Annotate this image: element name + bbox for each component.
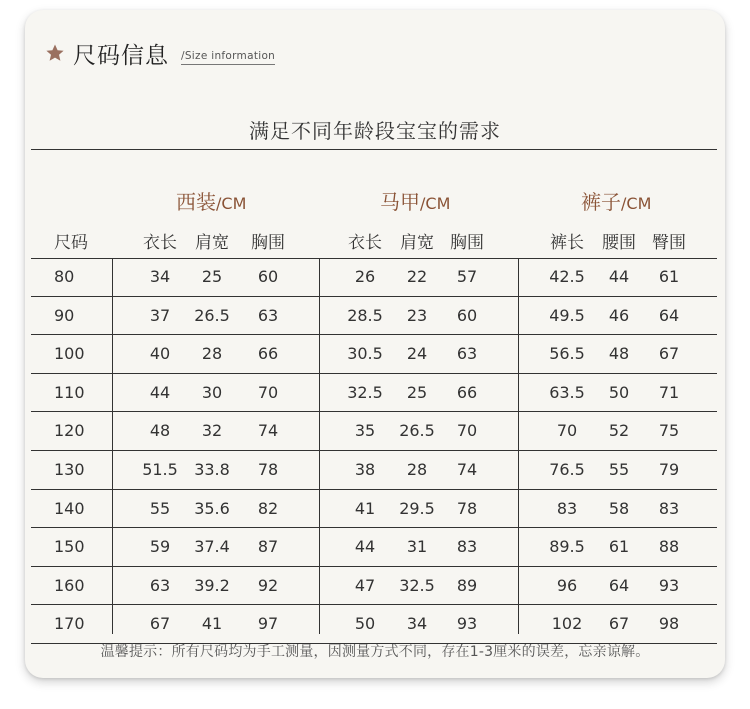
measure-cell: 96 xyxy=(556,575,578,595)
measure-cell: 50 xyxy=(608,382,630,402)
measure-cell: 25 xyxy=(406,382,428,402)
measure-cell: 47 xyxy=(354,575,376,595)
column-header: 臀围 xyxy=(652,233,686,253)
measure-cell: 44 xyxy=(608,267,630,286)
size-cell: 170 xyxy=(54,614,85,634)
table-row xyxy=(31,605,717,644)
measure-cell: 82 xyxy=(257,498,279,518)
table-row xyxy=(31,490,717,529)
group-unit: /CM xyxy=(420,194,451,213)
measure-cell: 78 xyxy=(257,459,279,479)
table-row xyxy=(31,528,717,567)
measure-cell: 28.5 xyxy=(347,305,383,325)
measure-cell: 48 xyxy=(608,344,630,364)
column-divider xyxy=(319,258,320,634)
group-unit: /CM xyxy=(621,194,652,213)
table-row xyxy=(31,451,717,490)
table-row xyxy=(31,567,717,606)
measure-cell: 93 xyxy=(658,575,680,595)
measure-cell: 31 xyxy=(406,537,428,557)
table-row xyxy=(31,297,717,336)
measure-cell: 89 xyxy=(456,575,478,595)
column-divider xyxy=(518,258,519,634)
measure-cell: 34 xyxy=(406,614,428,634)
measure-cell: 32.5 xyxy=(399,575,435,595)
measure-cell: 32.5 xyxy=(347,382,383,402)
size-cell: 100 xyxy=(54,344,85,364)
measure-cell: 52 xyxy=(608,421,630,441)
page-title: 尺码信息 xyxy=(73,42,169,69)
measure-cell: 74 xyxy=(257,421,279,441)
measure-cell: 98 xyxy=(658,614,680,634)
measure-cell: 55 xyxy=(608,459,630,479)
size-table-body xyxy=(31,258,717,644)
measure-cell: 55 xyxy=(149,498,171,518)
size-cell: 110 xyxy=(54,382,85,402)
measure-cell: 63 xyxy=(149,575,171,595)
measure-cell: 33.8 xyxy=(194,459,230,479)
measure-cell: 40 xyxy=(149,344,171,364)
column-header: 肩宽 xyxy=(195,233,229,253)
column-header-size: 尺码 xyxy=(54,233,88,253)
group-title-pants xyxy=(581,186,651,215)
section-header xyxy=(45,36,275,70)
measure-cell: 75 xyxy=(658,421,680,441)
measure-cell: 92 xyxy=(257,575,279,595)
measure-cell: 26 xyxy=(354,267,376,286)
measure-cell: 63 xyxy=(257,305,279,325)
column-divider xyxy=(112,258,113,634)
measure-cell: 83 xyxy=(658,498,680,518)
measure-cell: 35 xyxy=(354,421,376,441)
measure-cell: 46 xyxy=(608,305,630,325)
column-header: 裤长 xyxy=(550,233,584,253)
measure-cell: 66 xyxy=(456,382,478,402)
measure-cell: 22 xyxy=(406,267,428,286)
size-cell: 80 xyxy=(54,267,75,286)
measure-cell: 60 xyxy=(257,267,279,286)
measure-cell: 24 xyxy=(406,344,428,364)
measure-cell: 70 xyxy=(456,421,478,441)
footer-note: 温馨提示：所有尺码均为手工测量，因测量方式不同，存在1-3厘米的误差，忘亲谅解。 xyxy=(100,644,650,660)
column-header: 胸围 xyxy=(450,233,484,253)
measure-cell: 70 xyxy=(556,421,578,441)
measure-cell: 35.6 xyxy=(194,498,230,518)
measure-cell: 41 xyxy=(201,614,223,634)
measure-cell: 97 xyxy=(257,614,279,634)
measure-cell: 60 xyxy=(456,305,478,325)
measure-cell: 29.5 xyxy=(399,498,435,518)
measure-cell: 28 xyxy=(201,344,223,364)
measure-cell: 42.5 xyxy=(549,267,585,286)
measure-cell: 67 xyxy=(658,344,680,364)
measure-cell: 83 xyxy=(456,537,478,557)
column-header: 胸围 xyxy=(251,233,285,253)
measure-cell: 59 xyxy=(149,537,171,557)
group-name: 西装 xyxy=(176,190,216,214)
measure-cell: 58 xyxy=(608,498,630,518)
column-header: 肩宽 xyxy=(400,233,434,253)
measure-cell: 23 xyxy=(406,305,428,325)
size-cell: 120 xyxy=(54,421,85,441)
group-unit: /CM xyxy=(216,194,247,213)
measure-cell: 50 xyxy=(354,614,376,634)
measure-cell: 88 xyxy=(658,537,680,557)
column-header: 腰围 xyxy=(602,233,636,253)
measure-cell: 30 xyxy=(201,382,223,402)
measure-cell: 74 xyxy=(456,459,478,479)
measure-cell: 70 xyxy=(257,382,279,402)
measure-cell: 89.5 xyxy=(549,537,585,557)
measure-cell: 64 xyxy=(658,305,680,325)
measure-cell: 51.5 xyxy=(142,459,178,479)
measure-cell: 63 xyxy=(456,344,478,364)
group-title-suit xyxy=(176,186,246,215)
measure-cell: 34 xyxy=(149,267,171,286)
measure-cell: 87 xyxy=(257,537,279,557)
measure-cell: 44 xyxy=(354,537,376,557)
measure-cell: 26.5 xyxy=(399,421,435,441)
measure-cell: 37.4 xyxy=(194,537,230,557)
measure-cell: 32 xyxy=(201,421,223,441)
table-row xyxy=(31,374,717,413)
size-cell: 130 xyxy=(54,459,85,479)
measure-cell: 39.2 xyxy=(194,575,230,595)
measure-cell: 25 xyxy=(201,267,223,286)
size-cell: 160 xyxy=(54,575,85,595)
measure-cell: 28 xyxy=(406,459,428,479)
measure-cell: 71 xyxy=(658,382,680,402)
measure-cell: 67 xyxy=(608,614,630,634)
measure-cell: 61 xyxy=(658,267,680,286)
size-cell: 140 xyxy=(54,498,85,518)
measure-cell: 26.5 xyxy=(194,305,230,325)
group-name: 马甲 xyxy=(380,190,420,214)
measure-cell: 64 xyxy=(608,575,630,595)
size-cell: 150 xyxy=(54,537,85,557)
measure-cell: 76.5 xyxy=(549,459,585,479)
measure-cell: 48 xyxy=(149,421,171,441)
measure-cell: 79 xyxy=(658,459,680,479)
table-row xyxy=(31,412,717,451)
measure-cell: 78 xyxy=(456,498,478,518)
measure-cell: 66 xyxy=(257,344,279,364)
measure-cell: 93 xyxy=(456,614,478,634)
table-row xyxy=(31,335,717,374)
measure-cell: 83 xyxy=(556,498,578,518)
measure-cell: 41 xyxy=(354,498,376,518)
measure-cell: 57 xyxy=(456,267,478,286)
measure-cell: 61 xyxy=(608,537,630,557)
column-header: 衣长 xyxy=(348,233,382,253)
page-subtitle: /Size information xyxy=(181,50,275,65)
group-name: 裤子 xyxy=(581,190,621,214)
measure-cell: 38 xyxy=(354,459,376,479)
tagline: 满足不同年龄段宝宝的需求 xyxy=(249,119,501,143)
size-cell: 90 xyxy=(54,305,75,325)
measure-cell: 30.5 xyxy=(347,344,383,364)
measure-cell: 67 xyxy=(149,614,171,634)
measure-cell: 37 xyxy=(149,305,171,325)
table-row xyxy=(31,258,717,297)
top-divider xyxy=(31,149,717,150)
measure-cell: 63.5 xyxy=(549,382,585,402)
group-title-vest xyxy=(380,186,450,215)
column-header: 衣长 xyxy=(143,233,177,253)
measure-cell: 44 xyxy=(149,382,171,402)
star-icon xyxy=(45,43,65,63)
measure-cell: 49.5 xyxy=(549,305,585,325)
measure-cell: 102 xyxy=(551,614,583,634)
measure-cell: 56.5 xyxy=(549,344,585,364)
